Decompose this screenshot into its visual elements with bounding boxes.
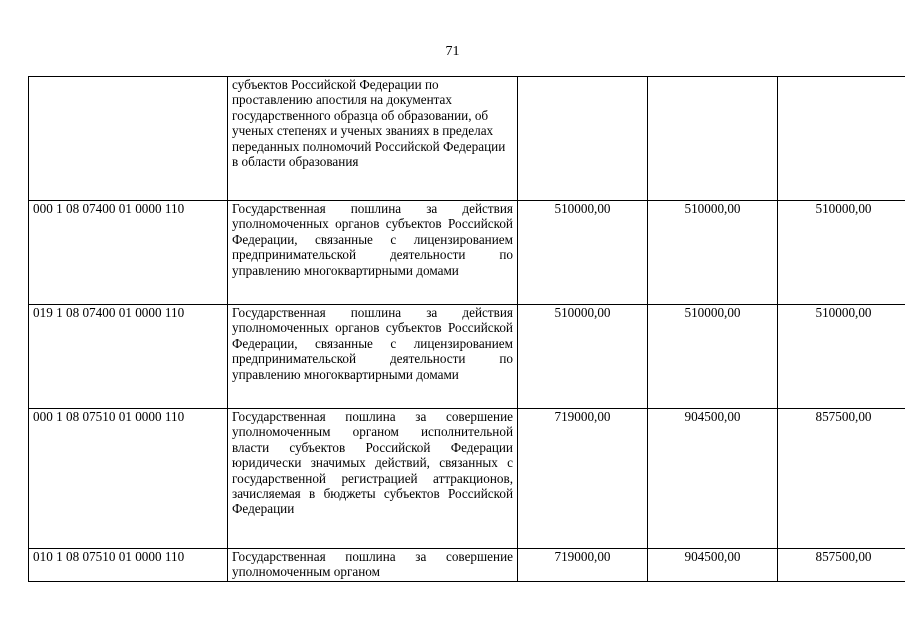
description-cell: Государственная пошлина за действия уполномоченных органов субъектов Российской Федерации, связанные с лицензированием предпринимательской деятельности по управлению многоквартирными домами — [228, 305, 518, 409]
amount-cell-1: 510000,00 — [518, 201, 648, 305]
amount-cell-3 — [778, 77, 905, 201]
amount-cell-3: 857500,00 — [778, 549, 905, 582]
description-cell: субъектов Российской Федерации по проставлению апостиля на документах государственного образца об образовании, об ученых степенях и ученых званиях в пределах переданных полномочий Российской Федерации в области образования — [228, 77, 518, 201]
amount-cell-1: 719000,00 — [518, 549, 648, 582]
amount-cell-2: 904500,00 — [648, 409, 778, 549]
description-cell: Государственная пошлина за совершение уполномоченным органом исполнительной власти субъектов Российской Федерации юридически значимых действий, связанных с государственной регистрацией аттракционов, зачисляемая в бюджеты субъектов Российской Федерации — [228, 409, 518, 549]
amount-cell-3: 510000,00 — [778, 201, 905, 305]
budget-revenue-table — [28, 76, 905, 582]
amount-cell-2 — [648, 77, 778, 201]
amount-cell-2: 510000,00 — [648, 201, 778, 305]
budget-code-cell: 010 1 08 07510 01 0000 110 — [29, 549, 228, 582]
table-row — [29, 77, 905, 201]
amount-cell-2: 904500,00 — [648, 549, 778, 582]
amount-cell-2: 510000,00 — [648, 305, 778, 409]
table-row — [29, 409, 905, 549]
description-cell: Государственная пошлина за действия уполномоченных органов субъектов Российской Федерации, связанные с лицензированием предпринимательской деятельности по управлению многоквартирными домами — [228, 201, 518, 305]
amount-cell-1 — [518, 77, 648, 201]
amount-cell-3: 857500,00 — [778, 409, 905, 549]
amount-cell-1: 510000,00 — [518, 305, 648, 409]
table-row — [29, 305, 905, 409]
budget-code-cell: 000 1 08 07510 01 0000 110 — [29, 409, 228, 549]
description-cell: Государственная пошлина за совершение уполномоченным органом — [228, 549, 518, 582]
table-row — [29, 549, 905, 582]
budget-code-cell — [29, 77, 228, 201]
amount-cell-1: 719000,00 — [518, 409, 648, 549]
page-number: 71 — [445, 44, 460, 59]
amount-cell-3: 510000,00 — [778, 305, 905, 409]
table-row — [29, 201, 905, 305]
budget-code-cell: 019 1 08 07400 01 0000 110 — [29, 305, 228, 409]
budget-code-cell: 000 1 08 07400 01 0000 110 — [29, 201, 228, 305]
